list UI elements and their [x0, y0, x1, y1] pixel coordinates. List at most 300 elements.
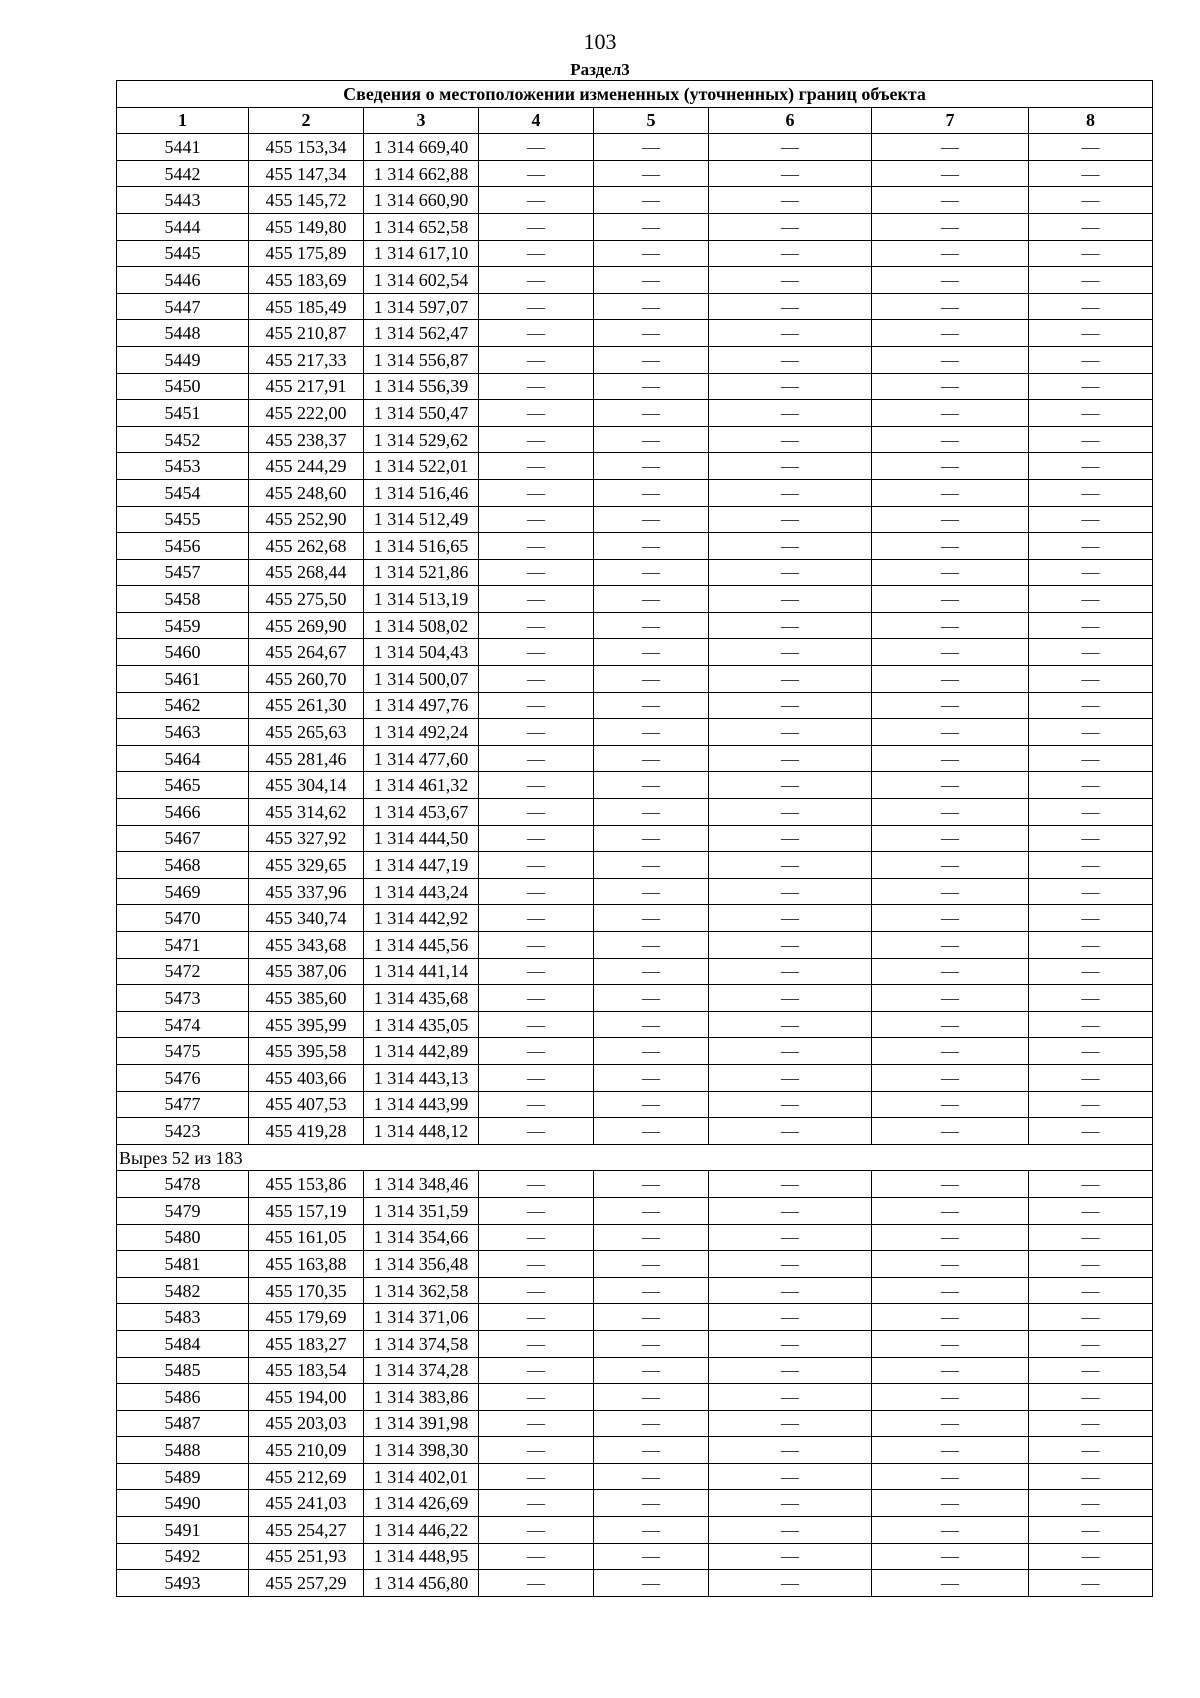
empty-mark-cell: — — [1029, 1463, 1153, 1490]
empty-mark-cell: — — [709, 453, 872, 480]
empty-mark-cell: — — [872, 878, 1029, 905]
empty-mark-cell: — — [479, 878, 594, 905]
point-number-cell: 5466 — [117, 799, 249, 826]
empty-mark-cell: — — [709, 1118, 872, 1145]
empty-mark-cell: — — [594, 1118, 709, 1145]
empty-mark-cell: — — [1029, 1543, 1153, 1570]
page-number: 103 — [583, 29, 617, 54]
empty-mark-cell: — — [872, 1357, 1029, 1384]
point-number-cell: 5445 — [117, 240, 249, 267]
y-coordinate-cell: 1 314 442,92 — [364, 905, 479, 932]
y-coordinate-cell: 1 314 443,99 — [364, 1091, 479, 1118]
y-coordinate-cell: 1 314 521,86 — [364, 559, 479, 586]
point-number-cell: 5487 — [117, 1410, 249, 1437]
y-coordinate-cell: 1 314 492,24 — [364, 719, 479, 746]
empty-mark-cell: — — [479, 320, 594, 347]
empty-mark-cell: — — [594, 745, 709, 772]
y-coordinate-cell: 1 314 602,54 — [364, 267, 479, 294]
y-coordinate-cell: 1 314 371,06 — [364, 1304, 479, 1331]
point-number-cell: 5478 — [117, 1171, 249, 1198]
empty-mark-cell: — — [479, 932, 594, 959]
empty-mark-cell: — — [872, 1197, 1029, 1224]
table-row — [117, 240, 1153, 267]
empty-mark-cell: — — [1029, 1437, 1153, 1464]
empty-mark-cell: — — [479, 612, 594, 639]
table-row — [117, 692, 1153, 719]
x-coordinate-cell: 455 395,58 — [249, 1038, 364, 1065]
x-coordinate-cell: 455 217,33 — [249, 346, 364, 373]
empty-mark-cell: — — [1029, 240, 1153, 267]
x-coordinate-cell: 455 170,35 — [249, 1277, 364, 1304]
empty-mark-cell: — — [709, 559, 872, 586]
table-row — [117, 267, 1153, 294]
point-number-cell: 5482 — [117, 1277, 249, 1304]
table-row — [117, 533, 1153, 560]
empty-mark-cell: — — [1029, 160, 1153, 187]
x-coordinate-cell: 455 340,74 — [249, 905, 364, 932]
table-row — [117, 719, 1153, 746]
y-coordinate-cell: 1 314 597,07 — [364, 293, 479, 320]
y-coordinate-cell: 1 314 522,01 — [364, 453, 479, 480]
empty-mark-cell: — — [709, 639, 872, 666]
table-row — [117, 1357, 1153, 1384]
empty-mark-cell: — — [1029, 346, 1153, 373]
empty-mark-cell: — — [1029, 1570, 1153, 1597]
empty-mark-cell: — — [1029, 825, 1153, 852]
empty-mark-cell: — — [1029, 293, 1153, 320]
column-header: 3 — [364, 107, 479, 134]
column-header: 1 — [117, 107, 249, 134]
y-coordinate-cell: 1 314 660,90 — [364, 187, 479, 214]
empty-mark-cell: — — [1029, 506, 1153, 533]
empty-mark-cell: — — [479, 240, 594, 267]
y-coordinate-cell: 1 314 617,10 — [364, 240, 479, 267]
empty-mark-cell: — — [872, 666, 1029, 693]
empty-mark-cell: — — [594, 1277, 709, 1304]
empty-mark-cell: — — [872, 745, 1029, 772]
empty-mark-cell: — — [594, 612, 709, 639]
empty-mark-cell: — — [709, 426, 872, 453]
table-row — [117, 1171, 1153, 1198]
empty-mark-cell: — — [1029, 1277, 1153, 1304]
x-coordinate-cell: 455 194,00 — [249, 1384, 364, 1411]
empty-mark-cell: — — [479, 1224, 594, 1251]
table-row — [117, 346, 1153, 373]
empty-mark-cell: — — [479, 1197, 594, 1224]
empty-mark-cell: — — [594, 905, 709, 932]
x-coordinate-cell: 455 281,46 — [249, 745, 364, 772]
empty-mark-cell: — — [594, 1038, 709, 1065]
empty-mark-cell: — — [872, 1304, 1029, 1331]
empty-mark-cell: — — [709, 506, 872, 533]
empty-mark-cell: — — [709, 1410, 872, 1437]
y-coordinate-cell: 1 314 362,58 — [364, 1277, 479, 1304]
empty-mark-cell: — — [1029, 1517, 1153, 1544]
empty-mark-cell: — — [479, 1463, 594, 1490]
empty-mark-cell: — — [594, 772, 709, 799]
empty-mark-cell: — — [709, 799, 872, 826]
empty-mark-cell: — — [594, 985, 709, 1012]
point-number-cell: 5460 — [117, 639, 249, 666]
table-row — [117, 1463, 1153, 1490]
y-coordinate-cell: 1 314 447,19 — [364, 852, 479, 879]
empty-mark-cell: — — [1029, 586, 1153, 613]
empty-mark-cell: — — [479, 160, 594, 187]
table-row — [117, 134, 1153, 161]
subsection-row — [117, 1144, 1153, 1171]
table-row — [117, 320, 1153, 347]
empty-mark-cell: — — [709, 985, 872, 1012]
empty-mark-cell: — — [872, 1011, 1029, 1038]
y-coordinate-cell: 1 314 550,47 — [364, 400, 479, 427]
empty-mark-cell: — — [709, 213, 872, 240]
empty-mark-cell: — — [872, 213, 1029, 240]
point-number-cell: 5485 — [117, 1357, 249, 1384]
empty-mark-cell: — — [1029, 453, 1153, 480]
y-coordinate-cell: 1 314 351,59 — [364, 1197, 479, 1224]
empty-mark-cell: — — [872, 533, 1029, 560]
empty-mark-cell: — — [709, 160, 872, 187]
y-coordinate-cell: 1 314 461,32 — [364, 772, 479, 799]
y-coordinate-cell: 1 314 556,39 — [364, 373, 479, 400]
empty-mark-cell: — — [1029, 612, 1153, 639]
y-coordinate-cell: 1 314 374,28 — [364, 1357, 479, 1384]
column-header: 8 — [1029, 107, 1153, 134]
empty-mark-cell: — — [479, 719, 594, 746]
point-number-cell: 5493 — [117, 1570, 249, 1597]
x-coordinate-cell: 455 157,19 — [249, 1197, 364, 1224]
empty-mark-cell: — — [479, 1384, 594, 1411]
empty-mark-cell: — — [872, 559, 1029, 586]
y-coordinate-cell: 1 314 497,76 — [364, 692, 479, 719]
empty-mark-cell: — — [1029, 1091, 1153, 1118]
table-row — [117, 852, 1153, 879]
table-row — [117, 293, 1153, 320]
x-coordinate-cell: 455 153,86 — [249, 1171, 364, 1198]
empty-mark-cell: — — [479, 1410, 594, 1437]
empty-mark-cell: — — [594, 346, 709, 373]
table-row — [117, 1330, 1153, 1357]
empty-mark-cell: — — [709, 1357, 872, 1384]
point-number-cell: 5461 — [117, 666, 249, 693]
empty-mark-cell: — — [594, 1171, 709, 1198]
table-body — [117, 81, 1153, 1597]
y-coordinate-cell: 1 314 402,01 — [364, 1463, 479, 1490]
empty-mark-cell: — — [709, 400, 872, 427]
empty-mark-cell: — — [594, 1224, 709, 1251]
x-coordinate-cell: 455 217,91 — [249, 373, 364, 400]
empty-mark-cell: — — [872, 692, 1029, 719]
empty-mark-cell: — — [479, 1038, 594, 1065]
empty-mark-cell: — — [872, 719, 1029, 746]
y-coordinate-cell: 1 314 383,86 — [364, 1384, 479, 1411]
point-number-cell: 5453 — [117, 453, 249, 480]
empty-mark-cell: — — [709, 745, 872, 772]
y-coordinate-cell: 1 314 669,40 — [364, 134, 479, 161]
table-row — [117, 1251, 1153, 1278]
point-number-cell: 5480 — [117, 1224, 249, 1251]
point-number-cell: 5463 — [117, 719, 249, 746]
empty-mark-cell: — — [709, 1570, 872, 1597]
empty-mark-cell: — — [1029, 905, 1153, 932]
table-row — [117, 1517, 1153, 1544]
table-row — [117, 799, 1153, 826]
point-number-cell: 5467 — [117, 825, 249, 852]
empty-mark-cell: — — [594, 825, 709, 852]
empty-mark-cell: — — [479, 1357, 594, 1384]
empty-mark-cell: — — [709, 1011, 872, 1038]
empty-mark-cell: — — [479, 1437, 594, 1464]
empty-mark-cell: — — [479, 1171, 594, 1198]
empty-mark-cell: — — [709, 267, 872, 294]
empty-mark-cell: — — [479, 1543, 594, 1570]
empty-mark-cell: — — [594, 453, 709, 480]
empty-mark-cell: — — [872, 134, 1029, 161]
empty-mark-cell: — — [479, 825, 594, 852]
empty-mark-cell: — — [479, 1517, 594, 1544]
y-coordinate-cell: 1 314 562,47 — [364, 320, 479, 347]
table-row — [117, 666, 1153, 693]
empty-mark-cell: — — [479, 1570, 594, 1597]
x-coordinate-cell: 455 222,00 — [249, 400, 364, 427]
empty-mark-cell: — — [872, 453, 1029, 480]
empty-mark-cell: — — [1029, 267, 1153, 294]
empty-mark-cell: — — [594, 373, 709, 400]
empty-mark-cell: — — [709, 1543, 872, 1570]
empty-mark-cell: — — [479, 586, 594, 613]
x-coordinate-cell: 455 147,34 — [249, 160, 364, 187]
x-coordinate-cell: 455 403,66 — [249, 1064, 364, 1091]
y-coordinate-cell: 1 314 456,80 — [364, 1570, 479, 1597]
empty-mark-cell: — — [1029, 878, 1153, 905]
point-number-cell: 5447 — [117, 293, 249, 320]
empty-mark-cell: — — [594, 1251, 709, 1278]
y-coordinate-cell: 1 314 556,87 — [364, 346, 479, 373]
point-number-cell: 5488 — [117, 1437, 249, 1464]
empty-mark-cell: — — [872, 1224, 1029, 1251]
empty-mark-cell: — — [1029, 533, 1153, 560]
table-row — [117, 1384, 1153, 1411]
x-coordinate-cell: 455 260,70 — [249, 666, 364, 693]
x-coordinate-cell: 455 210,87 — [249, 320, 364, 347]
table-row — [117, 1543, 1153, 1570]
empty-mark-cell: — — [594, 533, 709, 560]
y-coordinate-cell: 1 314 426,69 — [364, 1490, 479, 1517]
empty-mark-cell: — — [479, 905, 594, 932]
empty-mark-cell: — — [479, 267, 594, 294]
empty-mark-cell: — — [594, 293, 709, 320]
subsection-label: Вырез 52 из 183 — [117, 1144, 1153, 1171]
empty-mark-cell: — — [1029, 1410, 1153, 1437]
point-number-cell: 5483 — [117, 1304, 249, 1331]
empty-mark-cell: — — [594, 719, 709, 746]
empty-mark-cell: — — [872, 799, 1029, 826]
empty-mark-cell: — — [479, 666, 594, 693]
y-coordinate-cell: 1 314 445,56 — [364, 932, 479, 959]
point-number-cell: 5448 — [117, 320, 249, 347]
empty-mark-cell: — — [872, 586, 1029, 613]
empty-mark-cell: — — [709, 1304, 872, 1331]
empty-mark-cell: — — [1029, 320, 1153, 347]
empty-mark-cell: — — [872, 772, 1029, 799]
empty-mark-cell: — — [872, 1410, 1029, 1437]
empty-mark-cell: — — [594, 1357, 709, 1384]
empty-mark-cell: — — [1029, 1064, 1153, 1091]
table-row — [117, 905, 1153, 932]
empty-mark-cell: — — [872, 479, 1029, 506]
empty-mark-cell: — — [872, 1384, 1029, 1411]
empty-mark-cell: — — [594, 1543, 709, 1570]
empty-mark-cell: — — [709, 852, 872, 879]
x-coordinate-cell: 455 419,28 — [249, 1118, 364, 1145]
empty-mark-cell: — — [709, 1038, 872, 1065]
table-row — [117, 1490, 1153, 1517]
empty-mark-cell: — — [479, 852, 594, 879]
empty-mark-cell: — — [1029, 958, 1153, 985]
empty-mark-cell: — — [872, 320, 1029, 347]
x-coordinate-cell: 455 304,14 — [249, 772, 364, 799]
empty-mark-cell: — — [709, 719, 872, 746]
x-coordinate-cell: 455 145,72 — [249, 187, 364, 214]
empty-mark-cell: — — [872, 240, 1029, 267]
empty-mark-cell: — — [594, 666, 709, 693]
table-row — [117, 160, 1153, 187]
empty-mark-cell: — — [1029, 134, 1153, 161]
empty-mark-cell: — — [1029, 1251, 1153, 1278]
table-row — [117, 1277, 1153, 1304]
empty-mark-cell: — — [1029, 559, 1153, 586]
empty-mark-cell: — — [594, 400, 709, 427]
x-coordinate-cell: 455 241,03 — [249, 1490, 364, 1517]
x-coordinate-cell: 455 264,67 — [249, 639, 364, 666]
y-coordinate-cell: 1 314 354,66 — [364, 1224, 479, 1251]
empty-mark-cell: — — [594, 1437, 709, 1464]
x-coordinate-cell: 455 337,96 — [249, 878, 364, 905]
empty-mark-cell: — — [594, 1384, 709, 1411]
empty-mark-cell: — — [1029, 1330, 1153, 1357]
empty-mark-cell: — — [1029, 400, 1153, 427]
x-coordinate-cell: 455 212,69 — [249, 1463, 364, 1490]
table-row — [117, 772, 1153, 799]
empty-mark-cell: — — [872, 1543, 1029, 1570]
empty-mark-cell: — — [709, 1064, 872, 1091]
empty-mark-cell: — — [709, 373, 872, 400]
y-coordinate-cell: 1 314 374,58 — [364, 1330, 479, 1357]
column-header: 7 — [872, 107, 1029, 134]
empty-mark-cell: — — [1029, 1384, 1153, 1411]
point-number-cell: 5464 — [117, 745, 249, 772]
point-number-cell: 5477 — [117, 1091, 249, 1118]
empty-mark-cell: — — [709, 134, 872, 161]
x-coordinate-cell: 455 395,99 — [249, 1011, 364, 1038]
empty-mark-cell: — — [872, 1437, 1029, 1464]
empty-mark-cell: — — [872, 400, 1029, 427]
empty-mark-cell: — — [479, 559, 594, 586]
empty-mark-cell: — — [594, 267, 709, 294]
empty-mark-cell: — — [479, 1064, 594, 1091]
y-coordinate-cell: 1 314 443,13 — [364, 1064, 479, 1091]
table-row — [117, 1091, 1153, 1118]
empty-mark-cell: — — [479, 985, 594, 1012]
y-coordinate-cell: 1 314 500,07 — [364, 666, 479, 693]
empty-mark-cell: — — [709, 1091, 872, 1118]
table-row — [117, 479, 1153, 506]
empty-mark-cell: — — [709, 878, 872, 905]
x-coordinate-cell: 455 238,37 — [249, 426, 364, 453]
empty-mark-cell: — — [479, 453, 594, 480]
empty-mark-cell: — — [479, 213, 594, 240]
empty-mark-cell: — — [594, 1064, 709, 1091]
point-number-cell: 5473 — [117, 985, 249, 1012]
table-row — [117, 1011, 1153, 1038]
y-coordinate-cell: 1 314 453,67 — [364, 799, 479, 826]
empty-mark-cell: — — [872, 1118, 1029, 1145]
empty-mark-cell: — — [709, 479, 872, 506]
table-row — [117, 586, 1153, 613]
table-row — [117, 985, 1153, 1012]
table-row — [117, 506, 1153, 533]
point-number-cell: 5474 — [117, 1011, 249, 1038]
y-coordinate-cell: 1 314 444,50 — [364, 825, 479, 852]
empty-mark-cell: — — [594, 1490, 709, 1517]
table-row — [117, 1197, 1153, 1224]
empty-mark-cell: — — [709, 533, 872, 560]
y-coordinate-cell: 1 314 443,24 — [364, 878, 479, 905]
x-coordinate-cell: 455 269,90 — [249, 612, 364, 639]
empty-mark-cell: — — [872, 267, 1029, 294]
empty-mark-cell: — — [709, 1330, 872, 1357]
empty-mark-cell: — — [1029, 985, 1153, 1012]
empty-mark-cell: — — [479, 293, 594, 320]
empty-mark-cell: — — [479, 1304, 594, 1331]
empty-mark-cell: — — [594, 134, 709, 161]
empty-mark-cell: — — [709, 612, 872, 639]
point-number-cell: 5492 — [117, 1543, 249, 1570]
empty-mark-cell: — — [479, 187, 594, 214]
column-header: 5 — [594, 107, 709, 134]
table-row — [117, 213, 1153, 240]
point-number-cell: 5455 — [117, 506, 249, 533]
empty-mark-cell: — — [1029, 479, 1153, 506]
point-number-cell: 5489 — [117, 1463, 249, 1490]
x-coordinate-cell: 455 183,69 — [249, 267, 364, 294]
point-number-cell: 5490 — [117, 1490, 249, 1517]
x-coordinate-cell: 455 248,60 — [249, 479, 364, 506]
empty-mark-cell: — — [1029, 639, 1153, 666]
empty-mark-cell: — — [594, 320, 709, 347]
empty-mark-cell: — — [1029, 932, 1153, 959]
empty-mark-cell: — — [872, 932, 1029, 959]
empty-mark-cell: — — [594, 559, 709, 586]
empty-mark-cell: — — [479, 1490, 594, 1517]
empty-mark-cell: — — [872, 506, 1029, 533]
x-coordinate-cell: 455 343,68 — [249, 932, 364, 959]
table-row — [117, 400, 1153, 427]
x-coordinate-cell: 455 327,92 — [249, 825, 364, 852]
table-row — [117, 559, 1153, 586]
table-row — [117, 1118, 1153, 1145]
table-row — [117, 825, 1153, 852]
empty-mark-cell: — — [479, 346, 594, 373]
x-coordinate-cell: 455 329,65 — [249, 852, 364, 879]
point-number-cell: 5442 — [117, 160, 249, 187]
empty-mark-cell: — — [872, 426, 1029, 453]
table-row — [117, 1570, 1153, 1597]
point-number-cell: 5451 — [117, 400, 249, 427]
empty-mark-cell: — — [479, 1251, 594, 1278]
point-number-cell: 5468 — [117, 852, 249, 879]
point-number-cell: 5484 — [117, 1330, 249, 1357]
